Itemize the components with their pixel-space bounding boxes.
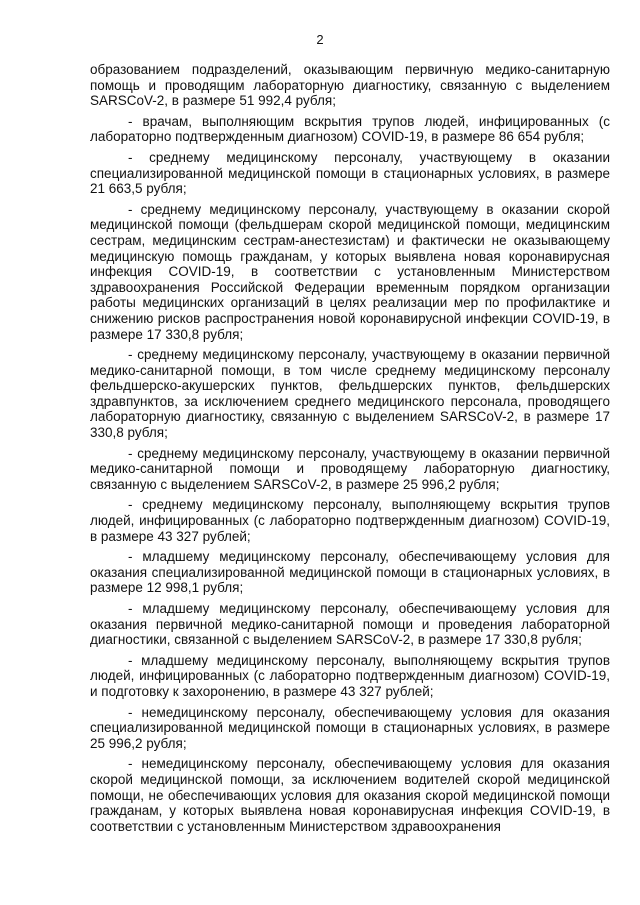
list-item-junior-staff-primary: - младшему медицинскому персоналу, обеспечивающему условия для оказания первичной медико-санитарной помощи и проведения лабораторной диагностики, связанной с выделением SARSCoV-2, в размере 17 330,8 рубля; — [90, 601, 610, 648]
page-number: 2 — [316, 32, 324, 47]
list-item-mid-staff-emergency: - среднему медицинскому персоналу, участвующему в оказании скорой медицинской помощи (фельдшерам скорой медицинской помощи, медицинским сестрам, медицинским сестрам-анестезистам) и фактически не оказывающему медицинскую помощь гражданам, у которых выявлена новая коронавирусная инфекция COVID-19, в соответствии с установленным Министерством здравоохранения Российской Федерации временным порядком организации работы медицинских организаций в целях реализации мер по профилактике и снижению рисков распространения новой коронавирусной инфекции COVID-19, в размере 17 330,8 рубля; — [90, 201, 610, 342]
list-item-junior-staff-specialized: - младшему медицинскому персоналу, обеспечивающему условия для оказания специализированной медицинской помощи в стационарных условиях, в размере 12 998,1 рубля; — [90, 549, 610, 596]
list-item-junior-staff-autopsy: - младшему медицинскому персоналу, выполняющему вскрытия трупов людей, инфицированных (с лабораторно подтвержденным диагнозом) COVID-19, и подготовку к захоронению, в размере 43 327 рублей; — [90, 652, 610, 699]
paragraph-continuation: образованием подразделений, оказывающим первичную медико-санитарную помощь и проводящим лабораторную диагностику, связанную с выделением SARSCoV-2, в размере 51 992,4 рубля; — [90, 62, 610, 109]
list-item-non-medical-emergency: - немедицинскому персоналу, обеспечивающему условия для оказания скорой медицинской помощи, за исключением водителей скорой медицинской помощи, не обеспечивающих условия для оказания скорой медицинской помощи гражданам, у которых выявлена новая коронавирусная инфекция COVID-19, в соответствии с установленным Министерством здравоохранения — [90, 756, 610, 834]
list-item-doctors-autopsy: - врачам, выполняющим вскрытия трупов людей, инфицированных (с лабораторно подтвержденным диагнозом) COVID-19, в размере 86 654 рубля; — [90, 113, 610, 145]
list-item-non-medical-specialized: - немедицинскому персоналу, обеспечивающему условия для оказания специализированной медицинской помощи в стационарных условиях, в размере 25 996,2 рубля; — [90, 704, 610, 751]
list-item-mid-staff-specialized: - среднему медицинскому персоналу, участвующему в оказании специализированной медицинской помощи в стационарных условиях, в размере 21 663,5 рубля; — [90, 149, 610, 197]
document-body — [90, 62, 610, 839]
list-item-mid-staff-autopsy: - среднему медицинскому персоналу, выполняющему вскрытия трупов людей, инфицированных (с лабораторно подтвержденным диагнозом) COVID-19, в размере 43 327 рублей; — [90, 497, 610, 544]
list-item-mid-staff-lab: - среднему медицинскому персоналу, участвующему в оказании первичной медико-санитарной помощи и проводящему лабораторную диагностику, связанную с выделением SARSCoV-2, в размере 25 996,2 рубля; — [90, 445, 610, 492]
list-item-mid-staff-primary: - среднему медицинскому персоналу, участвующему в оказании первичной медико-санитарной помощи, в том числе среднему медицинскому персоналу фельдшерско-акушерских пунктов, фельдшерских пунктов, фельдшерских здравпунктов, за исключением среднего медицинского персонала, проводящего лабораторную диагностику, связанную с выделением SARSCoV-2, в размере 17 330,8 рубля; — [90, 347, 610, 441]
